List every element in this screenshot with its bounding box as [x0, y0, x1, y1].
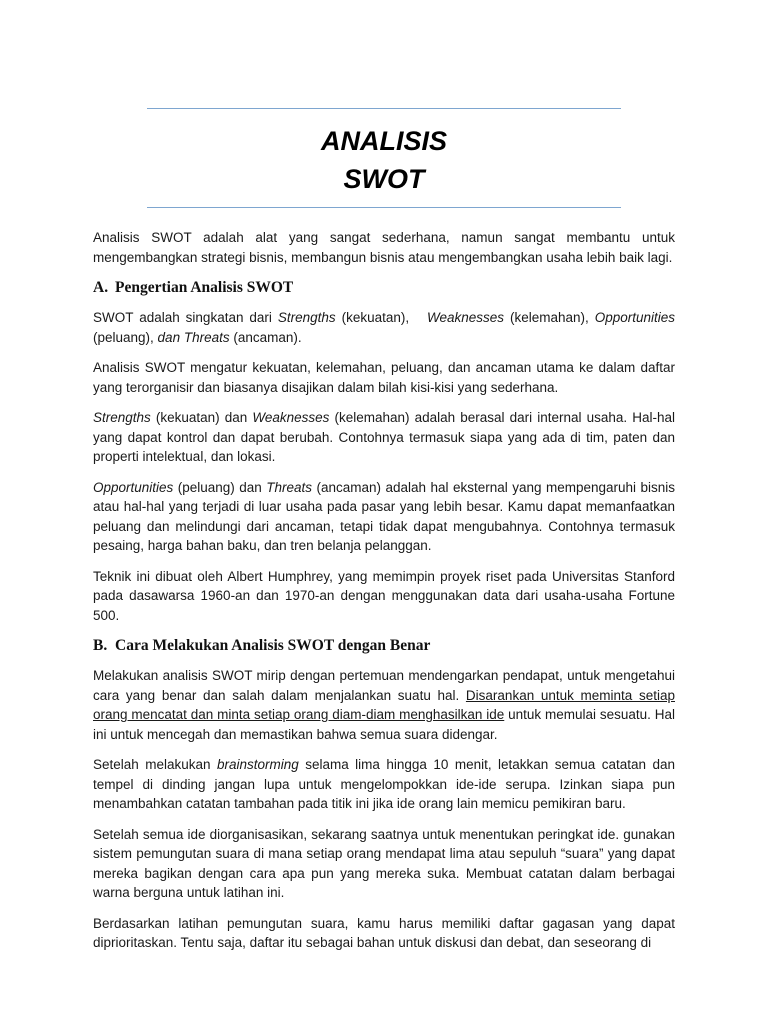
section-a-paragraph-3 [93, 408, 675, 467]
text-run: (ancaman) adalah hal eksternal yang mempengaruhi bisnis atau hal-hal yang terjadi di luar usaha pada pasar yang lebih besar. Kamu dapat memanfaatkan peluang dan melindungi dari ancaman, tetapi tidak dapat mengubahnya. Contohnya termasuk pesaing, harga bahan baku, dan tren belanja pelanggan. [93, 479, 675, 553]
italic-term: Weaknesses [426, 310, 505, 325]
italic-term: Threats [266, 479, 313, 495]
text-run: Setelah melakukan [93, 757, 217, 772]
text-run: untuk memulai sesuatu. Hal ini untuk mencegah dan memastikan bahwa semua suara didengar. [93, 707, 675, 742]
italic-term: Strengths [93, 410, 151, 425]
section-a-paragraph-1 [93, 308, 675, 347]
italic-term: Opportunities [93, 479, 174, 495]
text-run: (kelemahan) adalah berasal dari internal usaha. Hal-hal yang dapat kontrol dan dapat berubah. Contohnya termasuk siapa yang ada di tim, paten dan properti intelektual, dan lokasi. [93, 410, 675, 464]
text-run: selama lima hingga 10 menit, letakkan semua catatan dan tempel di dinding jangan lupa untuk mengelompokkan ide-ide serupa. Izinkan siapa pun menambahkan catatan tambahan pada titik ini jika ide orang lain memicu pemikiran baru. [93, 757, 675, 811]
section-b-number: B. [93, 637, 108, 654]
section-a-paragraph-5: Teknik ini dibuat oleh Albert Humphrey, yang memimpin proyek riset pada Universitas Stanford pada dasawarsa 1960-an dan 1970-an dengan menggunakan data dari usaha-usaha Fortune 500. [93, 568, 675, 623]
italic-term: dan Threats [157, 329, 230, 345]
section-a-heading [93, 278, 675, 298]
section-a-paragraph-4 [93, 478, 675, 556]
text-run: (ancaman). [229, 329, 302, 345]
title-line-2: SWOT [343, 164, 425, 194]
text-run: (kelemahan), [504, 310, 595, 325]
title-bottom-rule [147, 207, 621, 208]
underlined-text: Disarankan untuk meminta setiap orang mencatat dan minta setiap orang diam-diam menghasilkan ide [93, 687, 675, 722]
text-run: SWOT adalah singkatan dari [93, 310, 278, 325]
document-body [93, 228, 675, 964]
italic-term: brainstorming [216, 757, 299, 772]
text-run: (peluang) dan [173, 479, 267, 495]
section-a-heading-text: Pengertian Analisis SWOT [115, 279, 294, 296]
section-b-paragraph-2 [93, 755, 675, 814]
italic-term: Weaknesses [252, 410, 330, 425]
section-b-heading [93, 636, 675, 656]
section-a-paragraph-2: Analisis SWOT mengatur kekuatan, kelemahan, peluang, dan ancaman utama ke dalam daftar yang terorganisir dan biasanya disajikan dalam bilah kisi-kisi yang sederhana. [93, 360, 675, 395]
document-title [147, 122, 621, 198]
text-run: (kekuatan), [335, 310, 427, 325]
intro-paragraph: Analisis SWOT adalah alat yang sangat sederhana, namun sangat membantu untuk mengembangkan strategi bisnis, membangun bisnis atau mengembangkan usaha lebih baik lagi. [93, 230, 675, 265]
section-b-paragraph-1 [93, 666, 675, 744]
italic-term: Strengths [277, 310, 336, 325]
section-b-heading-text: Cara Melakukan Analisis SWOT dengan Benar [115, 637, 431, 654]
title-line-1: ANALISIS [320, 126, 447, 156]
text-run: (kekuatan) dan [150, 410, 253, 425]
section-b-paragraph-4: Berdasarkan latihan pemungutan suara, kamu harus memiliki daftar gagasan yang dapat diprioritaskan. Tentu saja, daftar itu sebagai bahan untuk diskusi dan debat, dan seseorang di [93, 915, 675, 950]
text-run: (peluang), [93, 329, 158, 345]
section-b-paragraph-3: Setelah semua ide diorganisasikan, sekarang saatnya untuk menentukan peringkat ide. gunakan sistem pemungutan suara di mana setiap orang mendapat lima atau sepuluh “suara” yang dapat mereka bagikan dengan cara apa pun yang mereka suka. Membuat catatan dalam berbagai warna berguna untuk latihan ini. [93, 826, 675, 900]
text-run: Melakukan analisis SWOT mirip dengan pertemuan mendengarkan pendapat, untuk mengetahui cara yang benar dan salah dalam menjalankan suatu hal. [93, 668, 675, 703]
section-a-number: A. [93, 279, 109, 296]
italic-term: Opportunities [594, 310, 675, 325]
title-top-rule [147, 108, 621, 109]
